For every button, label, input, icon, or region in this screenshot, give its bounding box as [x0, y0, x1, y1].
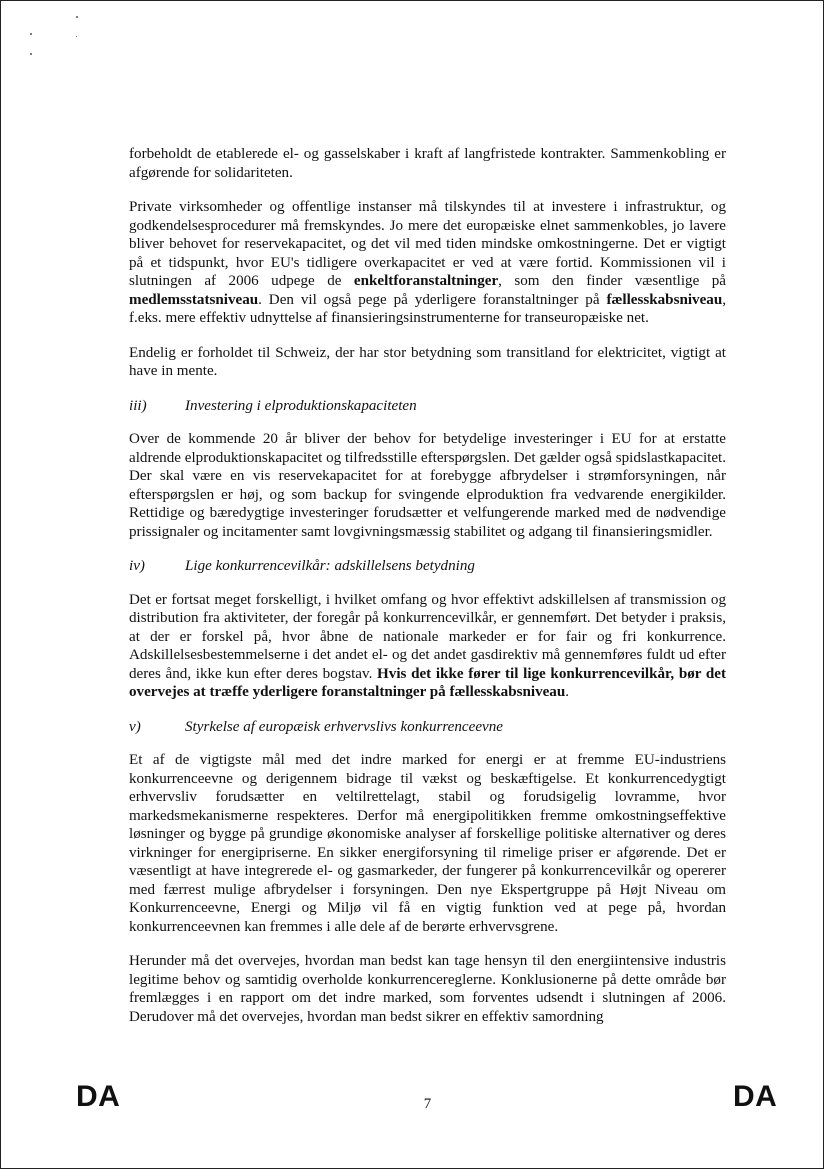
- scan-speck: [76, 36, 77, 37]
- bold-text-run: medlemsstatsniveau: [129, 291, 259, 308]
- text-run: Et af de vigtigste mål med det indre marked for energi er at fremme EU-industriens konkurrenceevne og derigennem bidrage til vækst og beskæftigelse. Et konkurrencedygtigt erhvervsliv forudsætter en veltilrettelagt, stabil og forudsigelig lovramme, hvor markedsmekanismerne respekteres. Derfor må energipolitikken fremme omkostningseffektive løsninger og bygge på grundige økonomiske analyser af forskellige politiske alternativer og deres virkninger for energipriserne. En sikker energiforsyning til rimelige priser er afgørende. Det er væsentligt at have integrerede el- og gasmarkeder, der fungerer på konkurrencevilkår og opererer med færrest mulige afbrydelser i forsyningen. Den nye Ekspertgruppe på Højt Niveau om Konkurrenceevne, Energi og Miljø vil få en vigtig funktion ved at pege på, hvordan konkurrenceevnen kan fremmes i alle dele af de berørte erhvervsgrene.: [129, 752, 726, 935]
- bold-text-run: fællesskabsniveau: [606, 291, 723, 308]
- paragraph: [129, 198, 726, 328]
- text-run: Private virksomheder og offentlige instanser må tilskyndes til at investere i infrastruktur, og godkendelsesprocedurer må fremskyndes. Jo mere det europæiske elnet sammenkobles, jo lavere bliver behovet for reservekapacitet, og det vil med tiden mindske omkostningerne. Det er vigtigt på et tidspunkt, hvor EU's tidligere overkapacitet er ved at være fortid. Kommissionen vil i slutningen af 2006 udpege de: [129, 199, 726, 289]
- text-run: . Den vil også pege på yderligere foranstaltninger på: [258, 291, 607, 308]
- section-heading: [129, 718, 726, 737]
- bold-text-run: Hvis det ikke fører til lige konkurrencevilkår, bør det overvejes at træffe yderligere foranstaltninger på fællesskabsniveau: [129, 665, 726, 700]
- section-heading: [129, 397, 726, 416]
- paragraph: [129, 430, 726, 541]
- text-run: Herunder må det overvejes, hvordan man bedst kan tage hensyn til den energiintensive industris legitime behov og samtidig overholde konkurrencereglerne. Konklusionerne på dette område bør fremlægges i en rapport om det indre marked, som forventes udsendt i slutningen af 2006. Derudover må det overvejes, hvordan man bedst sikrer en effektiv samordning: [129, 953, 726, 1025]
- text-run: Over de kommende 20 år bliver der behov for betydelige investeringer i EU for at erstatte aldrende elproduktionskapacitet og tilfredsstille efterspørgslen. Det gælder også spidslastkapacitet. Der skal være en vis reservekapacitet for at forebygge afbrydelser i strømforsyningen, når efterspørgslen er høj, og som backup for svingende elproduktion fra vedvarende energikilder. Rettidige og bæredygtige investeringer forudsætter et velfungerende marked med de nødvendige prissignaler og incitamenter samt lovgivningsmæssig stabilitet og adgang til finansieringsmidler.: [129, 431, 726, 540]
- language-code-left: DA: [76, 1080, 121, 1113]
- text-run: , som den finder væsentlige på: [498, 273, 726, 289]
- text-run: .: [565, 684, 570, 700]
- text-run: Det er fortsat meget forskelligt, i hvilket omfang og hvor effektivt adskillelsen af transmission og distribution fra aktiviteter, der foregår på konkurrencevilkår, er gennemført. Det betyder i praksis, at der er forskel på, hvor åbne de nationale markeder er for fair og fri konkurrence. Adskillelsesbestemmelserne i det andet el- og det andet gasdirektiv må gennemføres fuldt ud efter deres ånd, ikke kun efter deres bogstav.: [129, 591, 726, 682]
- section-title: Lige konkurrencevilkår: adskillelsens betydning: [185, 558, 475, 574]
- page-number: 7: [423, 1096, 432, 1112]
- scan-speck: [76, 16, 78, 18]
- paragraph: [129, 145, 726, 182]
- section-title: Styrkelse af europæisk erhvervslivs konkurrenceevne: [185, 718, 503, 735]
- section-title: Investering i elproduktionskapaciteten: [185, 397, 417, 414]
- paragraph: [129, 344, 726, 381]
- section-number: iv): [129, 558, 145, 574]
- text-run: forbeholdt de etablerede el- og gasselskaber i kraft af langfristede kontrakter. Sammenkobling er afgørende for solidariteten.: [129, 146, 726, 181]
- scan-speck: [30, 53, 32, 55]
- bold-text-run: enkeltforanstaltninger: [353, 273, 499, 289]
- scan-speck: [30, 33, 32, 35]
- paragraph: [129, 751, 726, 936]
- text-run: Endelig er forholdet til Schweiz, der har stor betydning som transitland for elektricitet, vigtigt at have in mente.: [129, 344, 726, 379]
- section-heading: [129, 557, 726, 576]
- document-body: [129, 145, 726, 1042]
- section-number: iii): [129, 397, 147, 414]
- paragraph: [129, 952, 726, 1026]
- section-number: v): [129, 718, 141, 735]
- text-run: , f.eks. mere effektiv udnyttelse af finansieringsinstrumenterne for transeuropæiske net.: [129, 291, 726, 326]
- language-code-right: DA: [733, 1080, 778, 1113]
- paragraph: [129, 591, 726, 702]
